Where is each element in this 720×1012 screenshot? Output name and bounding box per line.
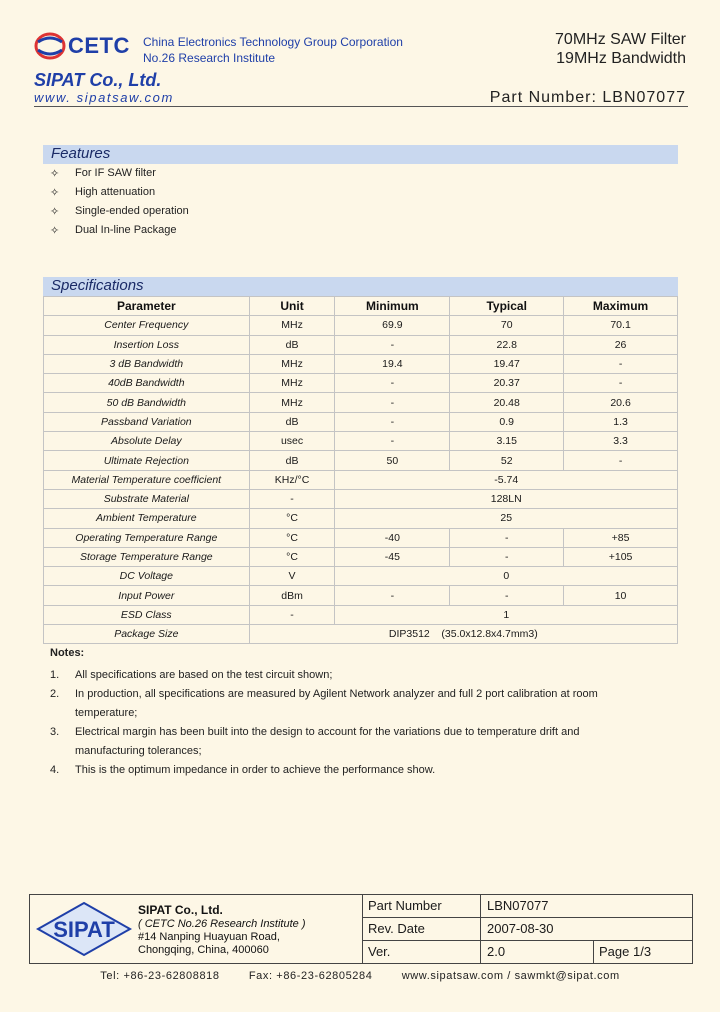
footer-row-version: Ver. 2.0 Page 1/3: [362, 941, 693, 963]
column-header: Maximum: [564, 297, 678, 316]
column-header: Typical: [450, 297, 564, 316]
table-row: Substrate Material - 128LN: [44, 489, 678, 508]
product-title: 70MHz SAW Filter: [555, 31, 686, 48]
table-row: Passband Variation dB - 0.9 1.3: [44, 412, 678, 431]
cetc-logo-text: CETC: [68, 33, 130, 58]
bullet-icon: ✧: [50, 168, 60, 180]
table-row: 3 dB Bandwidth MHz 19.4 19.47 -: [44, 354, 678, 373]
footer-row-rev-date: Rev. Date 2007-08-30: [362, 918, 693, 941]
footer-box: [29, 894, 693, 964]
note-item: 3. Electrical margin has been built into the design to account for the variations due to temperature drift and manufacturing tolerances;: [50, 726, 580, 757]
bullet-icon: ✧: [50, 225, 60, 237]
table-row: 40dB Bandwidth MHz - 20.37 -: [44, 374, 678, 393]
footer-institute: ( CETC No.26 Research Institute ): [138, 918, 306, 930]
notes-section: [50, 647, 640, 780]
table-row: 50 dB Bandwidth MHz - 20.48 20.6: [44, 393, 678, 412]
column-header: Minimum: [335, 297, 450, 316]
org-name: China Electronics Technology Group Corporation: [143, 35, 403, 49]
sipat-logo-icon: [34, 899, 134, 959]
page-number: Page 1/3: [599, 944, 652, 959]
footer-address-line1: #14 Nanping Huayuan Road,: [138, 931, 280, 943]
table-row: Ambient Temperature °C 25: [44, 509, 678, 528]
table-row: Input Power dBm - - 10: [44, 586, 678, 605]
features-title: Features: [51, 145, 111, 162]
column-header: Unit: [249, 297, 335, 316]
table-row: DC Voltage V 0: [44, 567, 678, 586]
footer-row-part-number: Part Number LBN07077: [362, 895, 693, 918]
specifications-title: Specifications: [51, 277, 144, 294]
table-row: Operating Temperature Range °C -40 - +85: [44, 528, 678, 547]
note-item: 4. This is the optimum impedance in order to achieve the performance show.: [50, 764, 436, 776]
column-header: Parameter: [44, 297, 250, 316]
page-header: [0, 0, 720, 110]
footer-company: SIPAT Co., Ltd.: [138, 903, 223, 917]
table-row: Material Temperature coefficient KHz/°C -5.74: [44, 470, 678, 489]
bullet-icon: ✧: [50, 206, 60, 218]
table-row: ESD Class - 1: [44, 605, 678, 624]
contact-info: Tel: +86-23-62808818 Fax: +86-23-62805284 www.sipatsaw.com / sawmkt@sipat.com: [100, 970, 620, 982]
specifications-section-bar: [43, 277, 678, 296]
table-row: Package Size DIP3512 (35.0x12.8x4.7mm3): [44, 625, 678, 644]
notes-title: Notes:: [50, 647, 85, 659]
table-row: Center Frequency MHz 69.9 70 70.1: [44, 316, 678, 335]
part-number: Part Number: LBN07077: [489, 89, 686, 106]
website-link[interactable]: www. sipatsaw.com: [34, 90, 174, 105]
note-item: 1. All specifications are based on the test circuit shown;: [50, 669, 333, 681]
bullet-icon: ✧: [50, 187, 60, 199]
footer-info-table: [362, 895, 693, 963]
company-name: SIPAT Co., Ltd.: [34, 70, 162, 90]
table-header-row: [44, 297, 678, 316]
specifications-table: [43, 296, 678, 644]
footer-address-line2: Chongqing, China, 400060: [138, 944, 269, 956]
product-bandwidth: 19MHz Bandwidth: [556, 50, 686, 67]
header-divider: [34, 106, 688, 107]
table-row: Insertion Loss dB - 22.8 26: [44, 335, 678, 354]
table-row: Absolute Delay usec - 3.15 3.3: [44, 432, 678, 451]
table-row: Storage Temperature Range °C -45 - +105: [44, 547, 678, 566]
institute-name: No.26 Research Institute: [143, 51, 276, 65]
table-row: Ultimate Rejection dB 50 52 -: [44, 451, 678, 470]
note-item: 2. In production, all specifications are measured by Agilent Network analyzer and full 2 port calibration at room temperature;: [50, 688, 598, 719]
features-section-bar: [43, 145, 678, 164]
sipat-logo-text: SIPAT: [53, 917, 115, 942]
